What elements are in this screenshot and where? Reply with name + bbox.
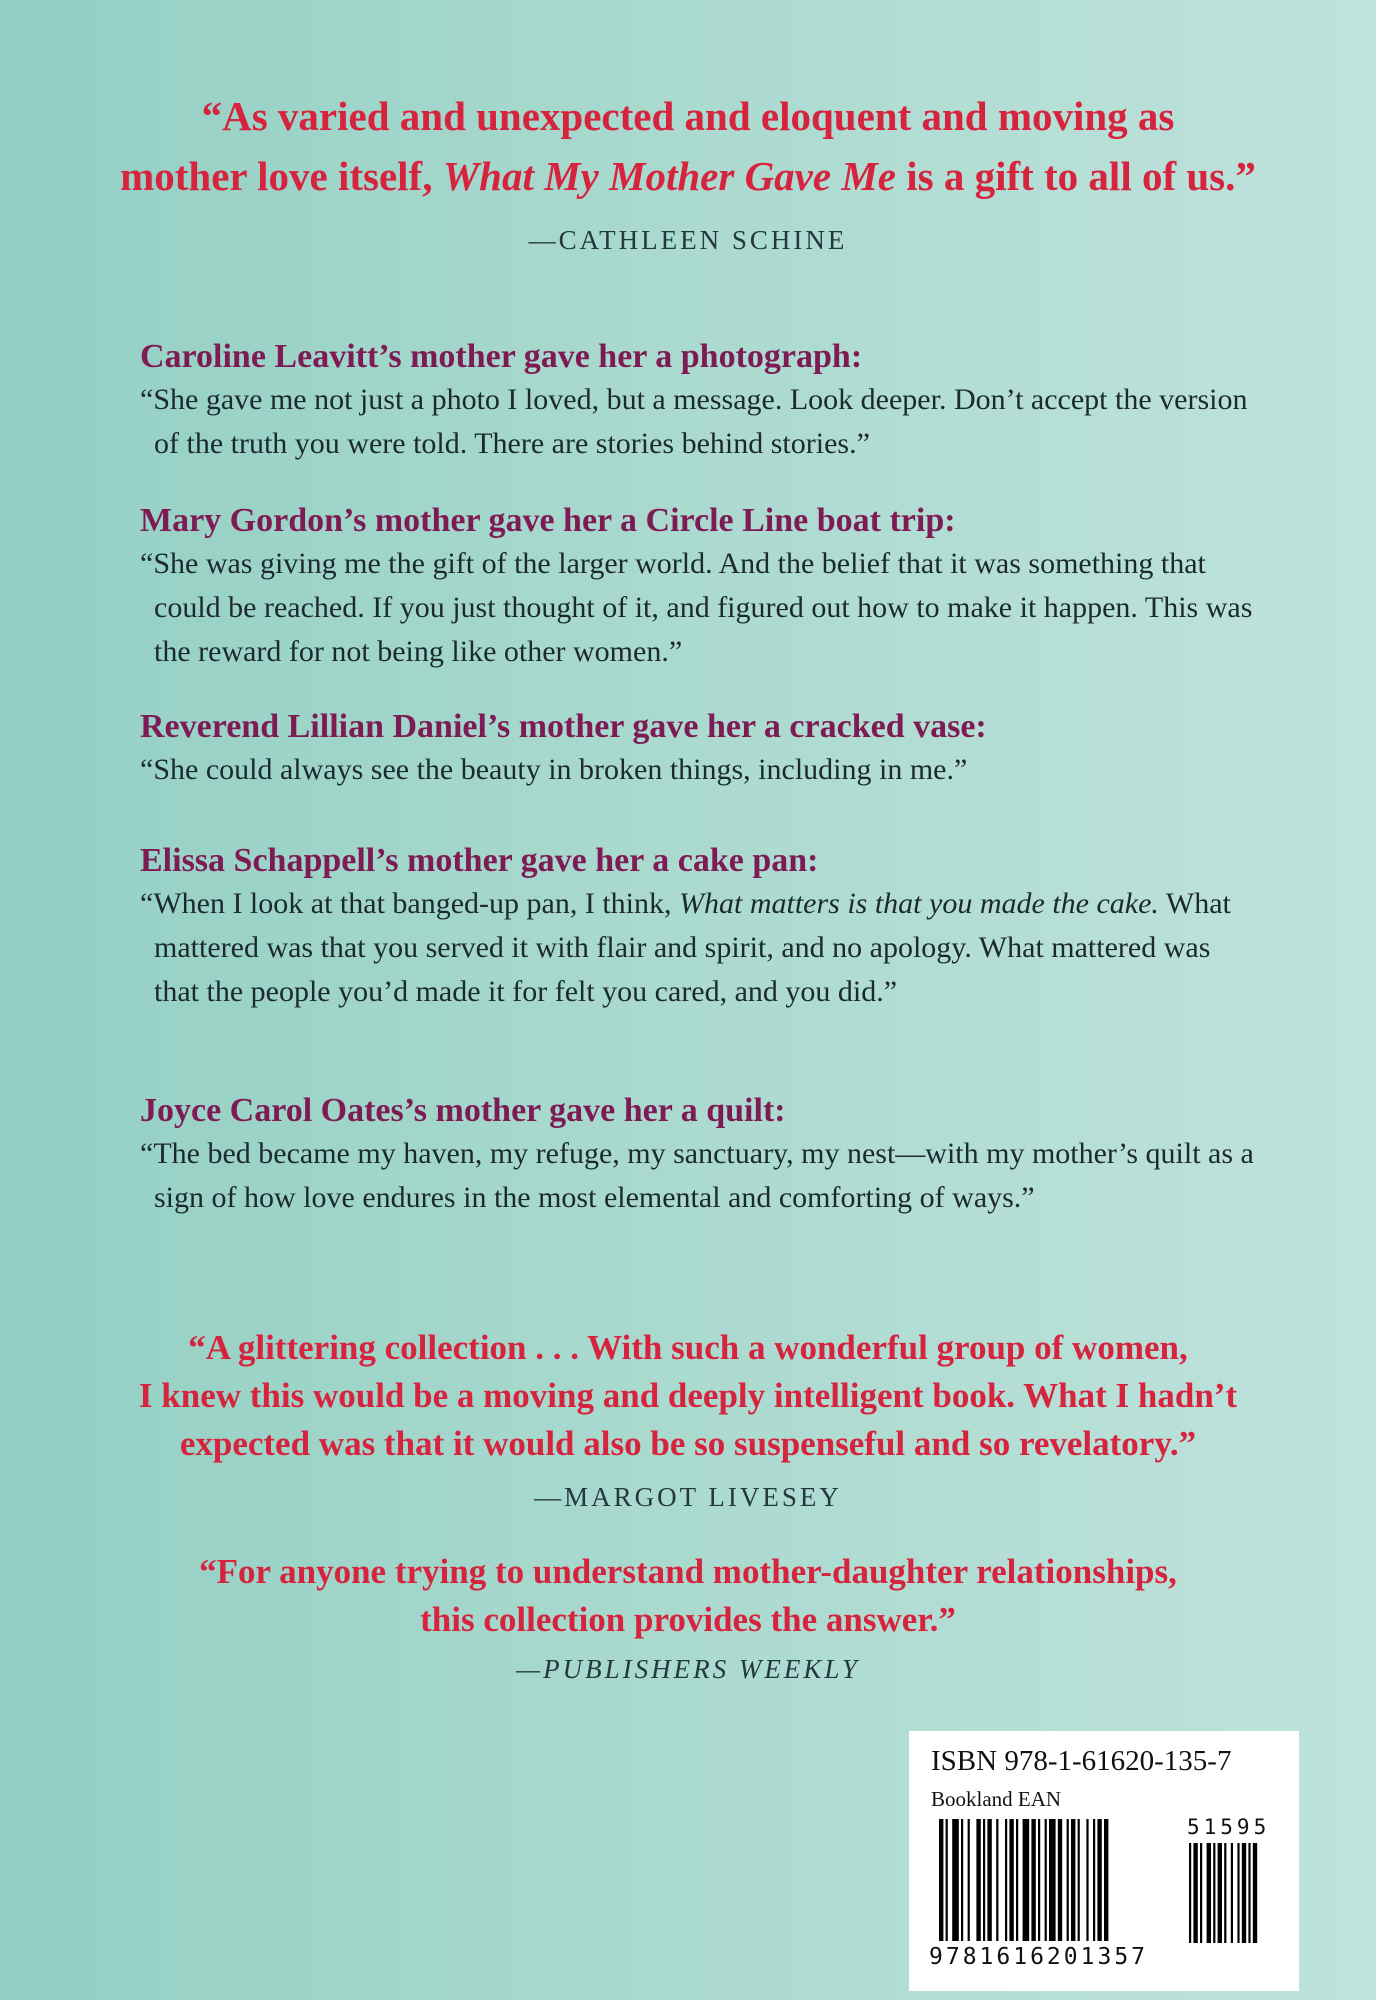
- bottom-quote-line1: “For anyone trying to understand mother-daughter relationships,: [199, 1552, 1177, 1591]
- entry-quote-lead: “When I look at that banged-up pan, I think,: [140, 887, 680, 920]
- entry-heading: Elissa Schappell’s mother gave her a cake pan:: [140, 842, 819, 879]
- top-quote-tail: is a gift to all of us.”: [895, 153, 1256, 199]
- entry-leavitt: [140, 336, 1260, 466]
- barcode-digits: 9781616201357: [929, 1944, 1149, 1970]
- isbn-number: ISBN 978-1-61620-135-7: [931, 1745, 1232, 1777]
- entry-gordon: [140, 500, 1260, 674]
- entry-heading: Joyce Carol Oates’s mother gave her a quilt:: [140, 1092, 786, 1129]
- bottom-quote-attribution: —PUBLISHERS WEEKLY: [516, 1654, 860, 1684]
- middle-quote-line2: I knew this would be a moving and deeply intelligent book. What I hadn’t: [138, 1376, 1238, 1415]
- entry-quote: “The bed became my haven, my refuge, my sanctuary, my nest—with my mother’s quilt as a sign of how love endures in the most elemental and comforting of ways.”: [140, 1137, 1254, 1214]
- middle-quote-line1: “A glittering collection . . . With such a wonderful group of women,: [188, 1328, 1188, 1367]
- entry-schappell: [140, 840, 1260, 1014]
- entry-daniel: [140, 706, 1260, 792]
- entry-oates: [140, 1090, 1260, 1220]
- middle-praise-quote: [0, 1324, 1376, 1468]
- book-title: What My Mother Gave Me: [442, 153, 896, 199]
- entry-quote: “She could always see the beauty in broken things, including in me.”: [140, 753, 968, 786]
- top-quote-attribution: —CATHLEEN SCHINE: [528, 225, 848, 255]
- bottom-praise-quote: [0, 1548, 1376, 1644]
- entry-quote-tail: What mattered was that you served it with flair and spirit, and no apology. What mattered was that the people you’d made it for felt you cared, and you did.”: [154, 887, 1231, 1008]
- entry-quote-italic: What matters is that you made the cake.: [679, 887, 1159, 920]
- bottom-quote-line2: this collection provides the answer.”: [420, 1600, 956, 1639]
- bookland-ean-label: Bookland EAN: [931, 1787, 1062, 1811]
- top-praise-quote: [0, 86, 1376, 206]
- entry-quote: “She was giving me the gift of the larger world. And the belief that it was something that could be reached. If you just thought of it, and figured out how to make it happen. This was the reward for not being like other women.”: [140, 547, 1253, 668]
- top-quote-line1: “As varied and unexpected and eloquent and moving as: [201, 93, 1175, 139]
- entry-heading: Caroline Leavitt’s mother gave her a photograph:: [140, 338, 863, 375]
- middle-quote-line3: expected was that it would also be so suspenseful and so revelatory.”: [179, 1424, 1197, 1463]
- top-quote-line2: [0, 146, 1376, 206]
- top-quote-lead: mother love itself,: [120, 153, 443, 199]
- entry-quote: “She gave me not just a photo I loved, but a message. Look deeper. Don’t accept the version of the truth you were told. There are stories behind stories.”: [140, 383, 1248, 460]
- entry-quote: [140, 882, 1260, 1014]
- entry-heading: Mary Gordon’s mother gave her a Circle Line boat trip:: [140, 502, 956, 539]
- entry-heading: Reverend Lillian Daniel’s mother gave her a cracked vase:: [140, 708, 987, 745]
- middle-quote-attribution: —MARGOT LIVESEY: [534, 1482, 842, 1512]
- barcode-icon: [939, 1819, 1279, 1947]
- isbn-barcode-box: [909, 1731, 1299, 1991]
- barcode-addon-digits: 51595: [1187, 1815, 1271, 1839]
